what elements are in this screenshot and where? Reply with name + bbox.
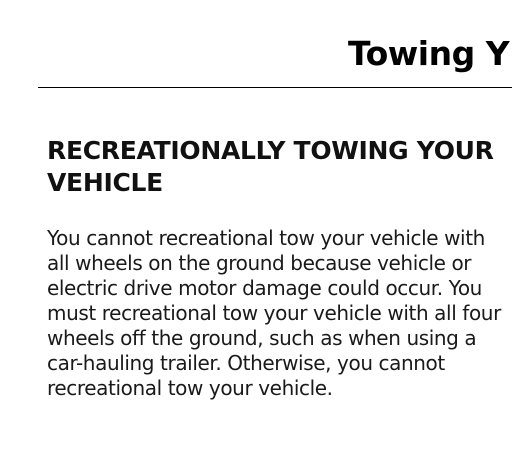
- section-heading: RECREATIONALLY TOWING YOUR VEHICLE: [47, 136, 494, 197]
- section-body-paragraph: You cannot recreational tow your vehicle with all wheels on the ground because vehicle or electric drive motor damage could occur. You must recreational tow your vehicle with all four wheels off the ground, such as when using a car-hauling trailer. Otherwise, you cannot recreational tow your vehicle.: [47, 226, 501, 400]
- header-divider: [38, 87, 512, 88]
- running-header-title: Towing Y: [348, 34, 510, 73]
